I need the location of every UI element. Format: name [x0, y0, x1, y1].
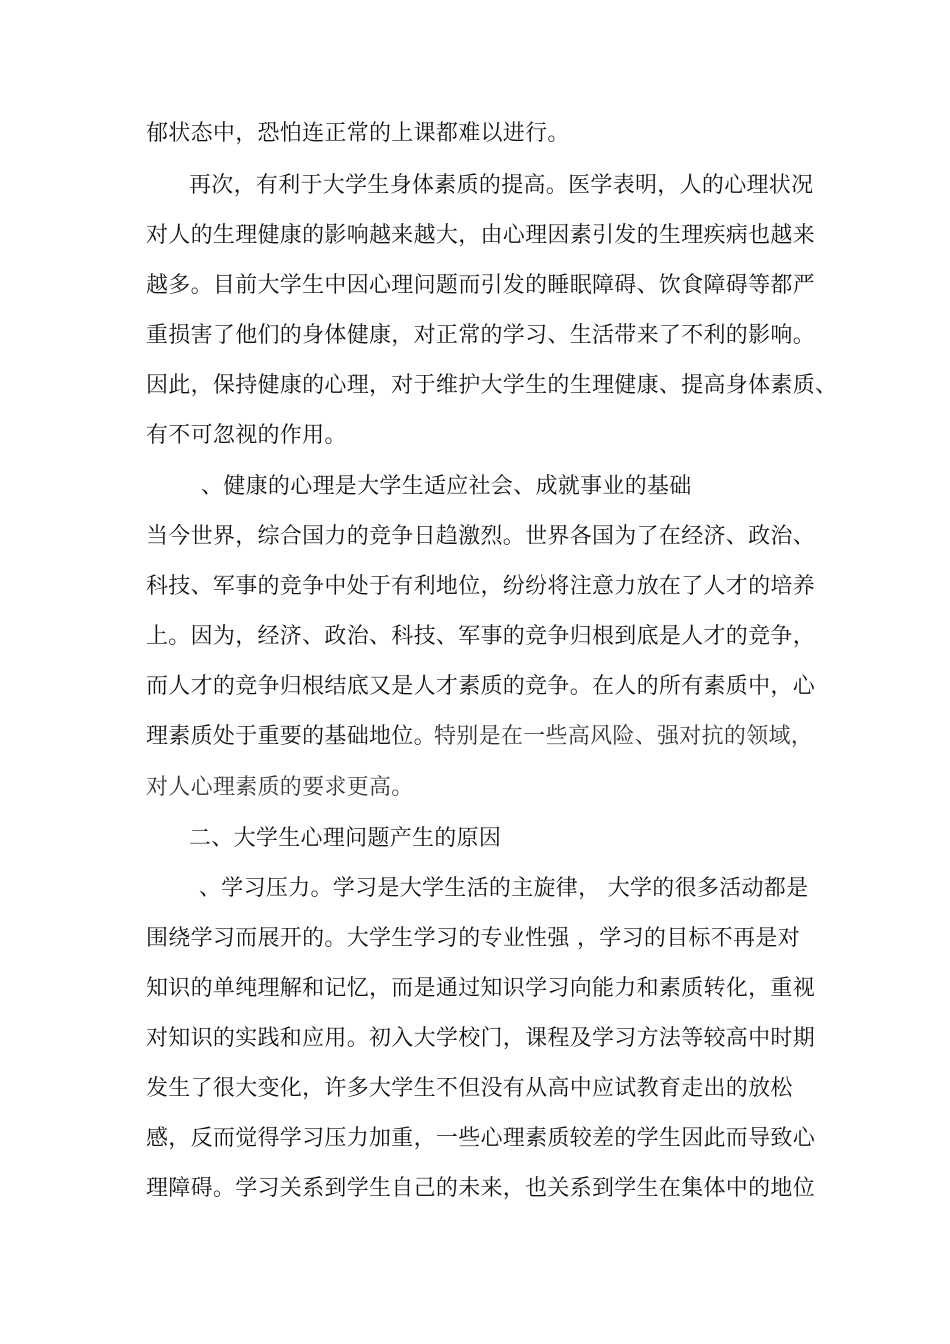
text-line: 郁状态中，恐怕连正常的上课都难以进行。 [146, 121, 570, 146]
text-line: 而人才的竞争归根结底又是人才素质的竞争。在人的所有素质中，心 [146, 674, 816, 699]
text-line: 特别是在一些高风险、强对抗的领域， [434, 724, 814, 749]
text-line: 重损害了他们的身体健康，对正常的学习、生活带来了不利的影响。 [146, 323, 816, 348]
text-line: 有不可忽视的作用。 [146, 423, 347, 448]
section-heading: 、健康的心理是大学生适应社会、成就事业的基础 [201, 474, 692, 499]
text-line: 对人的生理健康的影响越来越大，由心理因素引发的生理疾病也越来 [146, 223, 816, 248]
text-line: 因此，保持健康的心理，对于维护大学生的生理健康、提高身体素质、 [146, 373, 838, 398]
section-heading: 二、大学生心理问题产生的原因 [189, 826, 502, 851]
text-line: 围绕学习而展开的。大学生学习的专业性强 ，学习的目标不再是对 [146, 926, 800, 951]
text-line: 上。因为，经济、政治、科技、军事的竞争归根到底是人才的竞争， [146, 624, 816, 649]
text-line: 理障碍。学习关系到学生自己的未来，也关系到学生在集体中的地位 [146, 1176, 816, 1201]
text-line: 对人心理素质的要求更高。 [146, 775, 414, 800]
text-line: 当今世界，综合国力的竞争日趋激烈。世界各国为了在经济、政治、 [146, 524, 816, 549]
text-line: 科技、军事的竞争中处于有利地位，纷纷将注意力放在了人才的培养 [146, 574, 816, 599]
text-line: 再次，有利于大学生身体素质的提高。医学表明，人的心理状况 [189, 173, 814, 198]
text-line: 发生了很大变化，许多大学生不但没有从高中应试教育走出的放松 [146, 1076, 793, 1101]
text-line: 、学习压力。学习是大学生活的主旋律， 大学的很多活动都是 [199, 876, 809, 901]
text-line: 感，反而觉得学习压力加重，一些心理素质较差的学生因此而导致心 [146, 1126, 816, 1151]
text-line: 越多。目前大学生中因心理问题而引发的睡眠障碍、饮食障碍等都严 [146, 273, 816, 298]
text-line: 知识的单纯理解和记忆，而是通过知识学习向能力和素质转化，重视 [146, 976, 816, 1001]
text-line: 理素质处于重要的基础地位。 [146, 724, 436, 749]
text-line: 对知识的实践和应用。初入大学校门，课程及学习方法等较高中时期 [146, 1026, 816, 1051]
